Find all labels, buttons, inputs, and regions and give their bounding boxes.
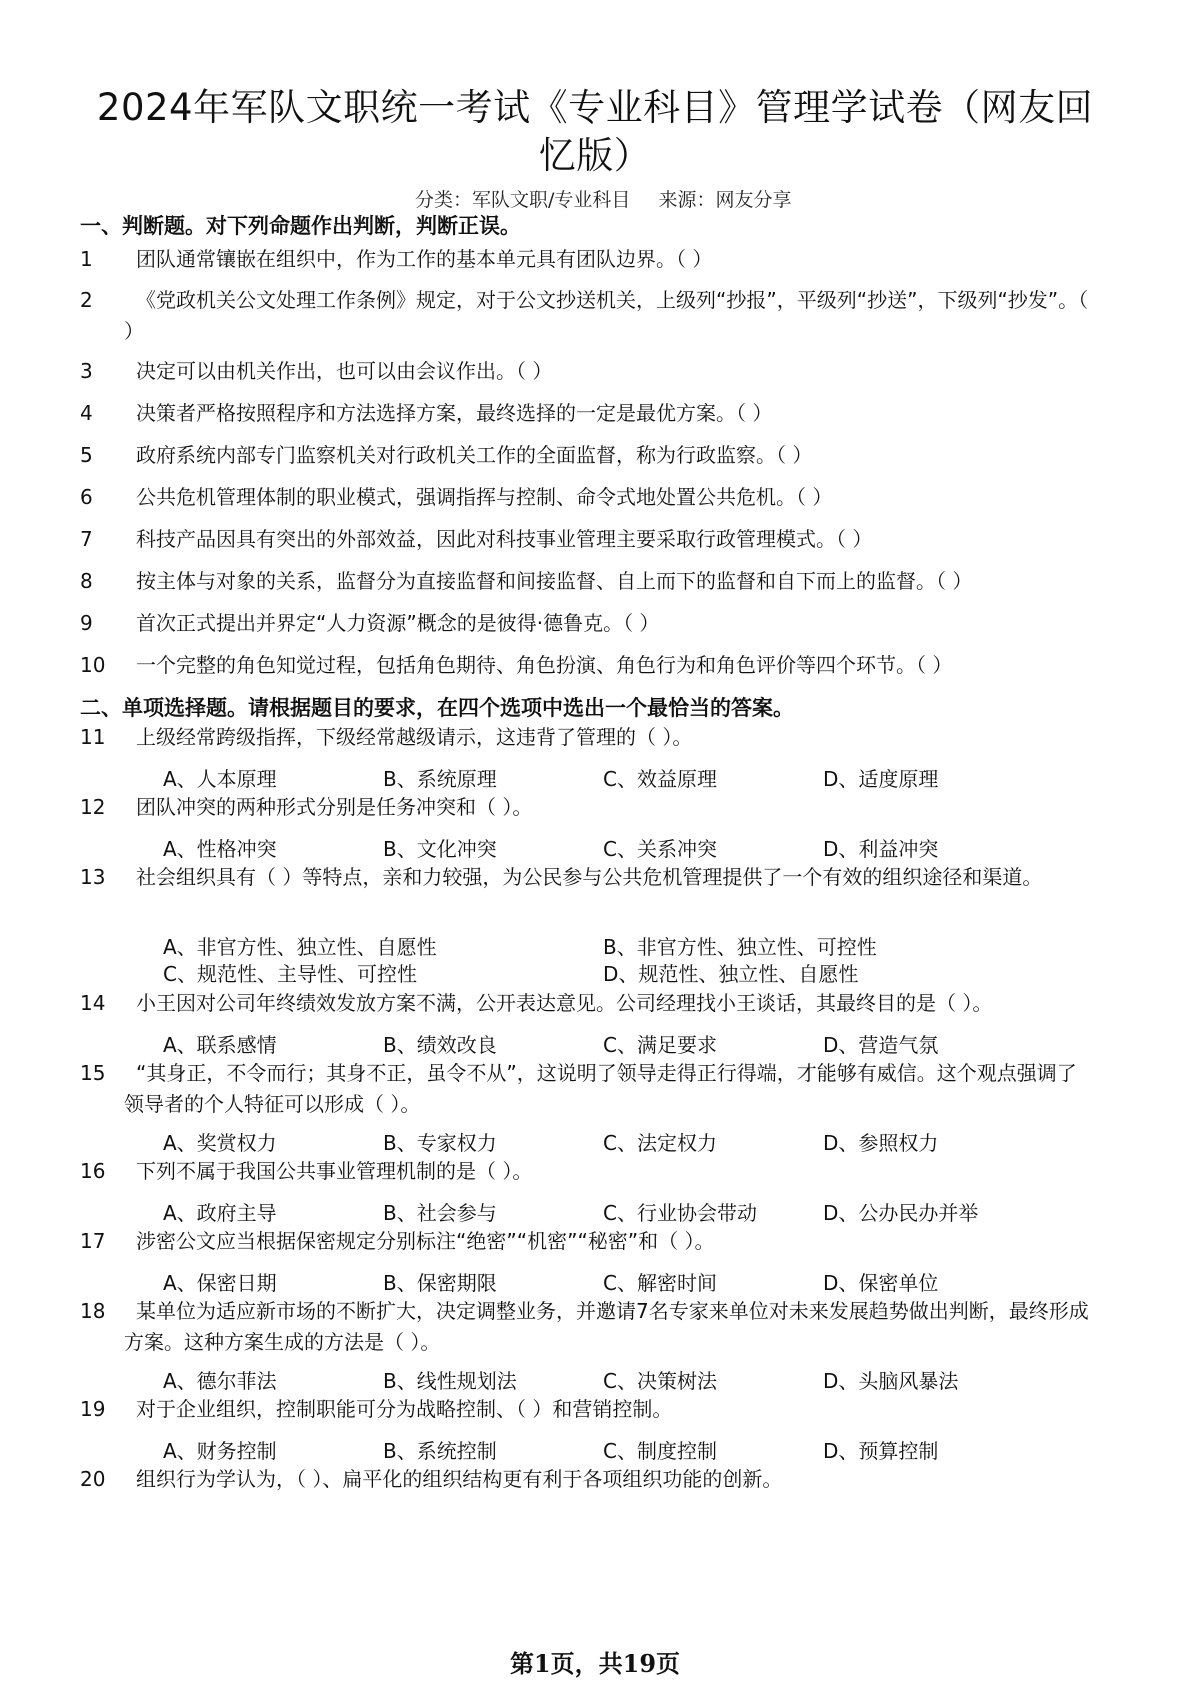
source-label: 来源：网友分享 — [658, 189, 792, 211]
option-a: A、保密日期 — [163, 1271, 277, 1295]
question-text: 决定可以由机关作出，也可以由会议作出。（ ） — [136, 359, 553, 383]
option-d: D、保密单位 — [823, 1271, 939, 1295]
option-d: D、参照权力 — [823, 1131, 939, 1155]
question-number: 17 — [80, 1229, 106, 1253]
option-d: D、营造气氛 — [823, 1033, 939, 1057]
question-10 — [80, 650, 1090, 681]
doc-meta — [415, 185, 813, 212]
question-number: 12 — [80, 795, 106, 819]
section-heading-choice: 二、单项选择题。请根据题目的要求，在四个选项中选出一个最恰当的答案。 — [80, 696, 794, 720]
question-number: 10 — [80, 653, 106, 677]
option-c: C、关系冲突 — [603, 837, 717, 861]
option-b: B、线性规划法 — [383, 1369, 517, 1393]
option-b: B、专家权力 — [383, 1131, 497, 1155]
option-b: B、非官方性、独立性、可控性 — [603, 935, 877, 959]
question-number: 18 — [80, 1299, 106, 1323]
question-text: 团队通常镶嵌在组织中，作为工作的基本单元具有团队边界。（ ） — [136, 247, 713, 271]
question-text: 科技产品因具有突出的外部效益，因此对科技事业管理主要采取行政管理模式。（ ） — [136, 527, 873, 551]
question-3 — [80, 356, 1090, 387]
question-number: 11 — [80, 725, 106, 749]
question-text: 某单位为适应新市场的不断扩大，决定调整业务，并邀请7名专家来单位对未来发展趋势做出判断，最终形成方案。这种方案生成的方法是（ ）。 — [124, 1299, 1089, 1354]
question-number: 9 — [80, 611, 93, 635]
question-number: 13 — [80, 865, 106, 889]
question-text: 《党政机关公文处理工作条例》规定，对于公文抄送机关，上级列“抄报”，平级列“抄送”，下级列“抄发”。（ ） — [124, 288, 1089, 343]
question-number: 1 — [80, 247, 93, 271]
question-1 — [80, 244, 1090, 275]
option-c: C、效益原理 — [603, 767, 717, 791]
question-6 — [80, 482, 1090, 513]
question-14 — [80, 988, 1090, 1019]
question-text: 组织行为学认为，（ ）、扁平化的组织结构更有利于各项组织功能的创新。 — [136, 1467, 783, 1491]
option-b: B、保密期限 — [383, 1271, 497, 1295]
option-c: C、解密时间 — [603, 1271, 717, 1295]
option-a: A、非官方性、独立性、自愿性 — [163, 935, 437, 959]
question-2 — [80, 285, 1090, 347]
option-a: A、人本原理 — [163, 767, 277, 791]
question-9 — [80, 608, 1090, 639]
category-label: 分类：军队文职/专业科目 — [415, 189, 631, 211]
option-d: D、预算控制 — [823, 1439, 939, 1463]
question-text: 公共危机管理体制的职业模式，强调指挥与控制、命令式地处置公共危机。（ ） — [136, 485, 833, 509]
section-heading-judgment: 一、判断题。对下列命题作出判断，判断正误。 — [80, 214, 521, 238]
option-a: A、政府主导 — [163, 1201, 277, 1225]
question-8 — [80, 566, 1090, 597]
question-number: 19 — [80, 1397, 106, 1421]
question-number: 16 — [80, 1159, 106, 1183]
question-text: 决策者严格按照程序和方法选择方案，最终选择的一定是最优方案。（ ） — [136, 401, 773, 425]
option-b: B、绩效改良 — [383, 1033, 497, 1057]
question-text: 对于企业组织，控制职能可分为战略控制、（ ）和营销控制。 — [136, 1397, 673, 1421]
question-text: 上级经常跨级指挥，下级经常越级请示，这违背了管理的（ ）。 — [136, 725, 693, 749]
question-text: 涉密公文应当根据保密规定分别标注“绝密”“机密”“秘密”和（ ）。 — [136, 1229, 715, 1253]
option-c: C、行业协会带动 — [603, 1201, 757, 1225]
option-a: A、财务控制 — [163, 1439, 277, 1463]
page-title: 2024年军队文职统一考试《专业科目》管理学试卷（网友回忆版） — [96, 86, 1094, 177]
question-number: 20 — [80, 1467, 106, 1491]
question-12 — [80, 792, 1090, 823]
option-a: A、德尔菲法 — [163, 1369, 277, 1393]
option-a: A、性格冲突 — [163, 837, 277, 861]
option-a: A、奖赏权力 — [163, 1131, 277, 1155]
question-number: 5 — [80, 443, 93, 467]
question-text: 一个完整的角色知觉过程，包括角色期待、角色扮演、角色行为和角色评价等四个环节。（ ） — [136, 653, 953, 677]
option-d: D、规范性、独立性、自愿性 — [603, 962, 859, 986]
option-b: B、文化冲突 — [383, 837, 497, 861]
option-b: B、系统原理 — [383, 767, 497, 791]
question-number: 14 — [80, 991, 106, 1015]
question-11 — [80, 722, 1090, 753]
option-a: A、联系感情 — [163, 1033, 277, 1057]
option-d: D、公办民办并举 — [823, 1201, 979, 1225]
option-d: D、适度原理 — [823, 767, 939, 791]
question-number: 7 — [80, 527, 93, 551]
question-number: 8 — [80, 569, 93, 593]
question-text: “其身正，不令而行；其身不正，虽令不从”，这说明了领导走得正行得端，才能够有威信。这个观点强调了领导者的个人特征可以形成（ ）。 — [124, 1061, 1077, 1116]
question-4 — [80, 398, 1090, 429]
option-d: D、利益冲突 — [823, 837, 939, 861]
option-d: D、头脑风暴法 — [823, 1369, 959, 1393]
question-17 — [80, 1226, 1090, 1257]
option-c: C、满足要求 — [603, 1033, 717, 1057]
question-7 — [80, 524, 1090, 555]
option-b: B、社会参与 — [383, 1201, 497, 1225]
question-number: 6 — [80, 485, 93, 509]
question-text: 首次正式提出并界定“人力资源”概念的是彼得·德鲁克。（ ） — [136, 611, 660, 635]
option-c: C、法定权力 — [603, 1131, 717, 1155]
option-c: C、制度控制 — [603, 1439, 717, 1463]
question-18 — [80, 1296, 1090, 1358]
question-text: 社会组织具有（ ）等特点，亲和力较强，为公民参与公共危机管理提供了一个有效的组织途径和渠道。 — [136, 865, 1043, 889]
question-5 — [80, 440, 1090, 471]
question-19 — [80, 1394, 1090, 1425]
question-text: 按主体与对象的关系，监督分为直接监督和间接监督、自上而下的监督和自下而上的监督。（ ） — [136, 569, 973, 593]
question-text: 下列不属于我国公共事业管理机制的是（ ）。 — [136, 1159, 533, 1183]
option-c: C、决策树法 — [603, 1369, 717, 1393]
question-number: 2 — [80, 288, 93, 312]
question-16 — [80, 1156, 1090, 1187]
question-text: 团队冲突的两种形式分别是任务冲突和（ ）。 — [136, 795, 533, 819]
question-number: 4 — [80, 401, 93, 425]
question-20 — [80, 1464, 1090, 1495]
question-text: 小王因对公司年终绩效发放方案不满，公开表达意见。公司经理找小王谈话，其最终目的是（ ）。 — [136, 991, 993, 1015]
page-number: 第1页，共19页 — [509, 1649, 681, 1678]
question-15 — [80, 1058, 1090, 1120]
question-number: 15 — [80, 1061, 106, 1085]
question-13 — [80, 862, 1090, 893]
option-c: C、规范性、主导性、可控性 — [163, 962, 417, 986]
question-text: 政府系统内部专门监察机关对行政机关工作的全面监督，称为行政监察。（ ） — [136, 443, 813, 467]
question-number: 3 — [80, 359, 93, 383]
option-b: B、系统控制 — [383, 1439, 497, 1463]
